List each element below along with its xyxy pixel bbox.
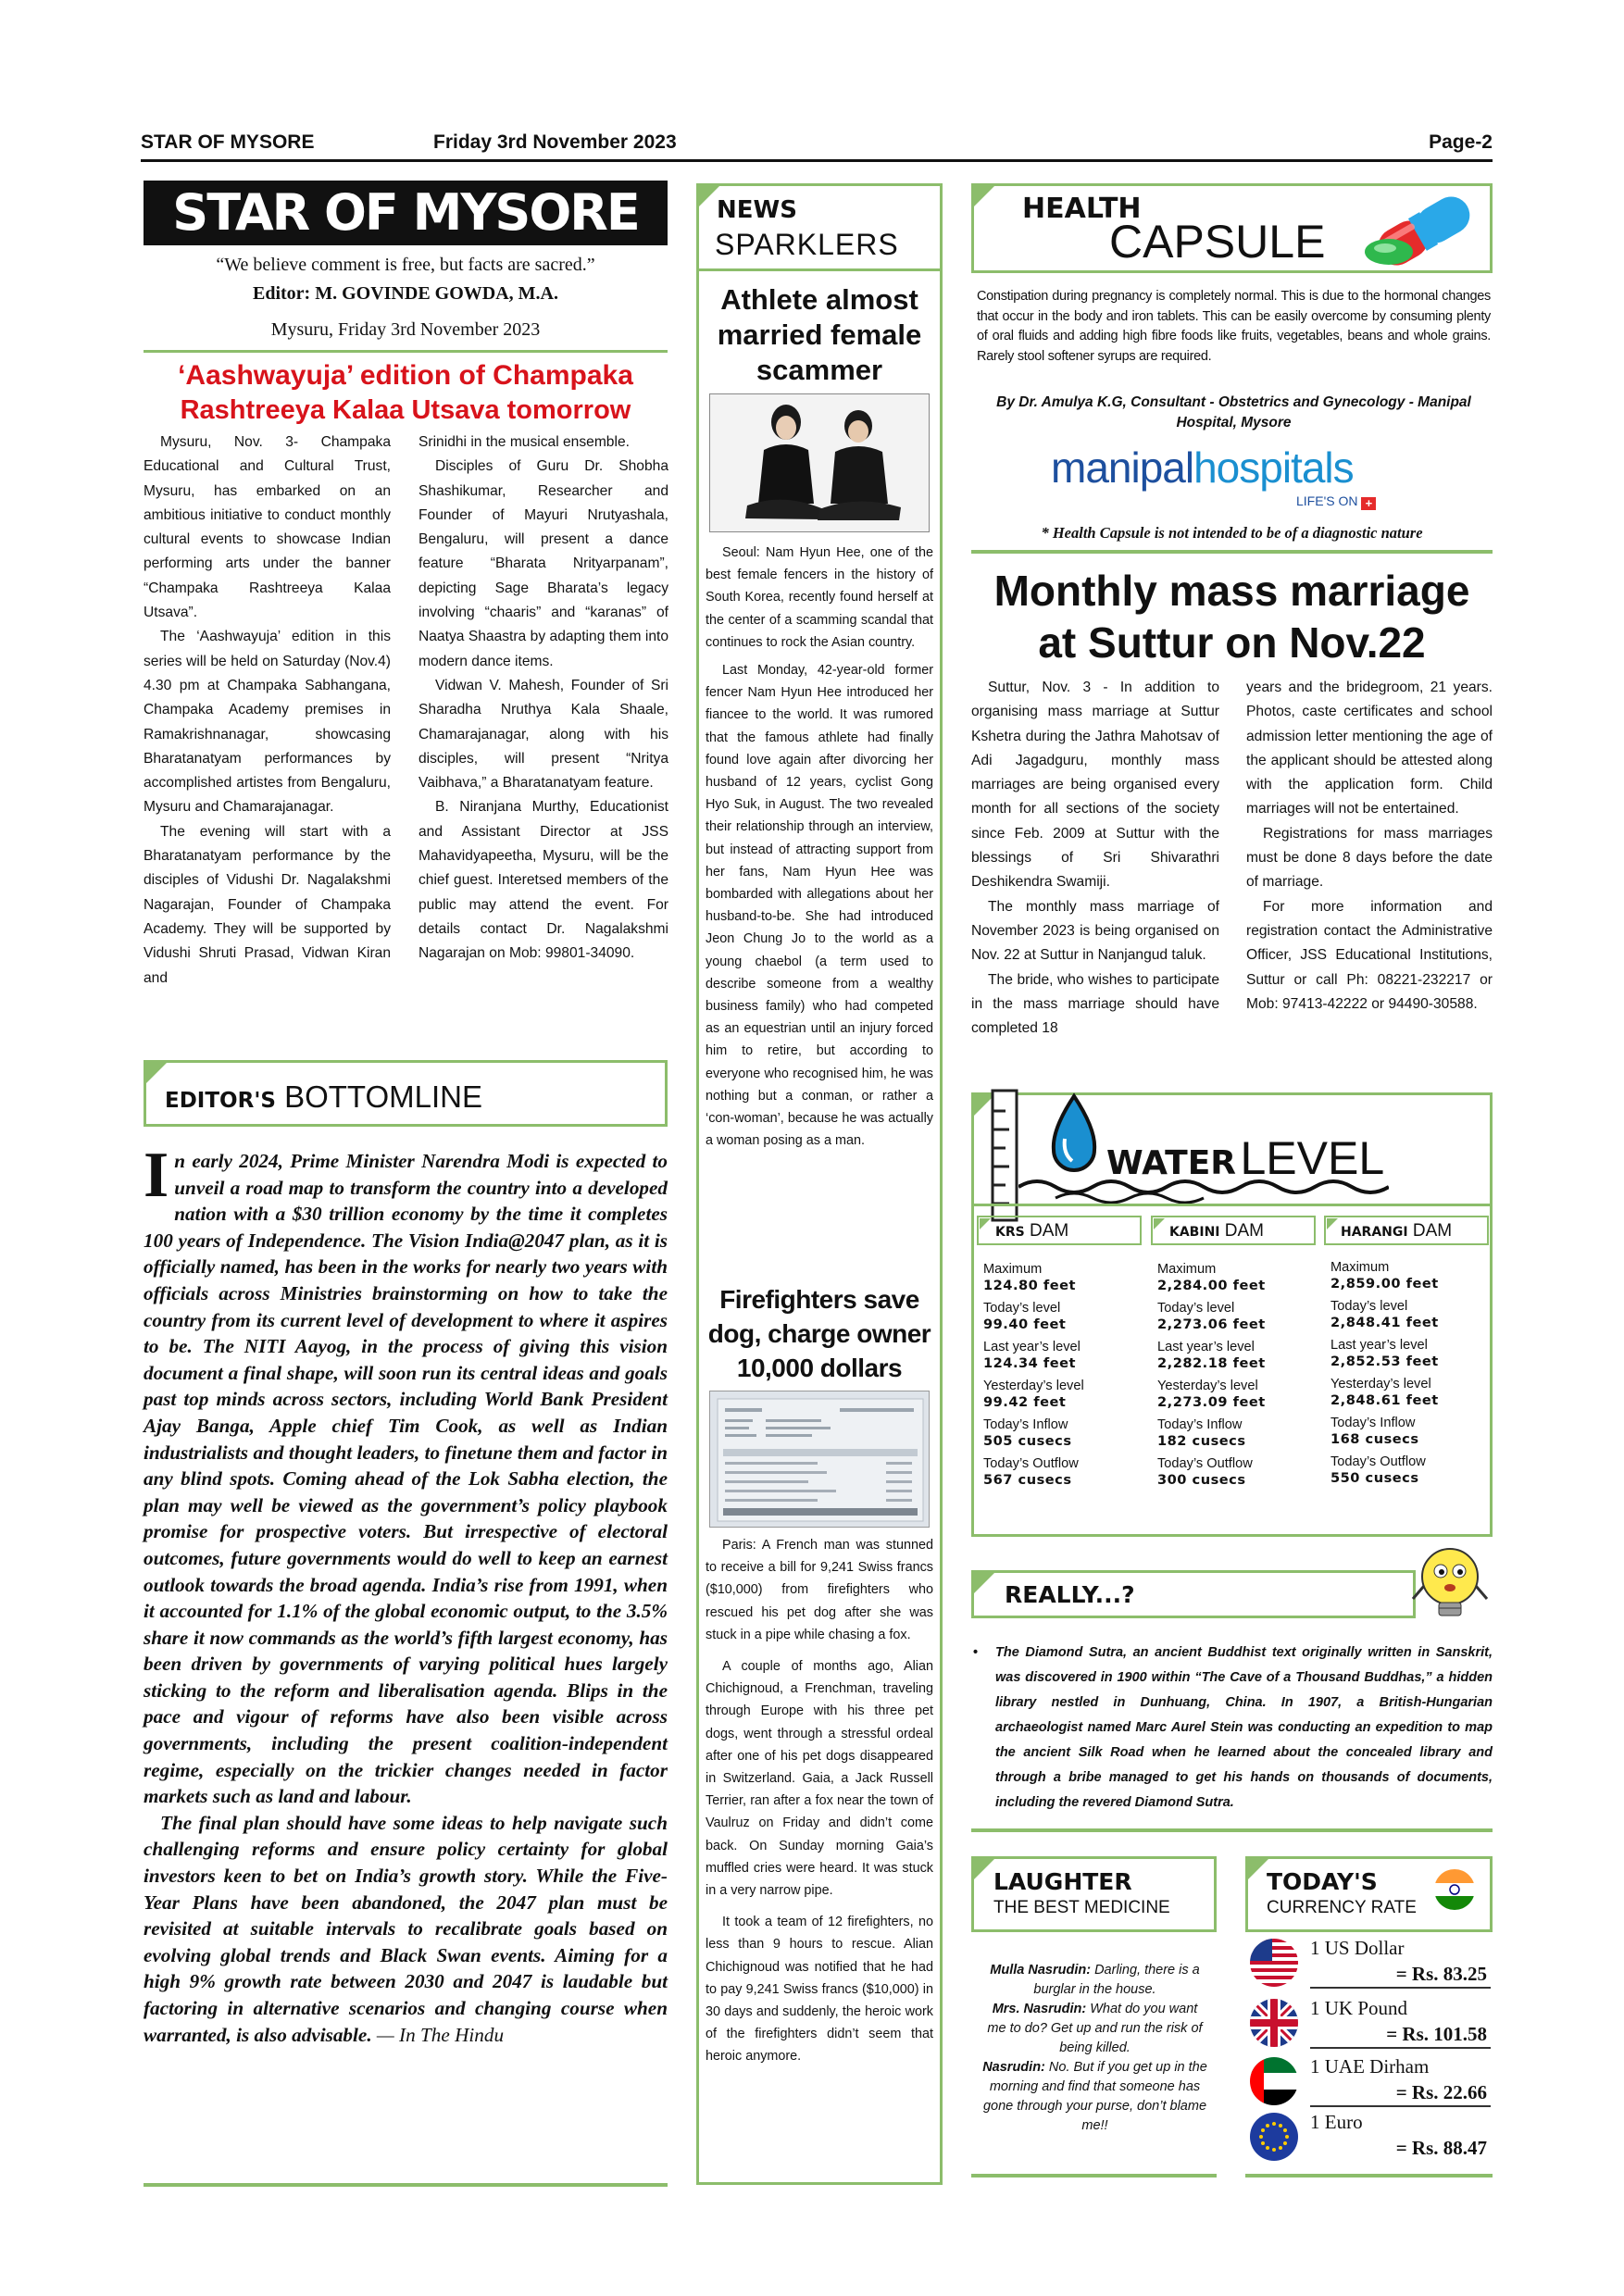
lead-paragraph: Mysuru, Nov. 3- Champaka Educational and Cultural Trust, Mysuru, has embarked on an ambitious initiative to conduct monthly cultural events to showcase Indian performing arts under the banner “Champaka Rashtreeya Kalaa Utsava”. [144,434,391,621]
lead-paragraph: Srinidhi in the musical ensemble. [418,434,630,450]
lead-story-col-1 [144,430,391,991]
dam-krs-values: Maximum 124.80 feet Today’s level 99.40 feet Last year’s level 124.34 feet Yesterday’s level 99.42 feet Today’s Inflow 505 cusecs Today’s Outflow 567 cusecs [983,1261,1145,1494]
drop-cap: I [144,1140,169,1211]
lead-paragraph: Vidwan V. Mahesh, Founder of Sri Sharadha Nruthya Kala Shaale, Chamarajanagar, along with his disciples, will present “Nritya Vaibhava,” a Bharatanatyam feature. [418,677,668,792]
dam-kabini-values: Maximum 2,284.00 feet Today’s level 2,273.06 feet Last year’s level 2,282.18 feet Yesterday’s level 2,273.09 feet Today’s Inflow 182 cusecs Today’s Outflow 300 cusecs [1157,1261,1319,1494]
marriage-col-2 [1246,676,1493,1017]
corner-flag-icon [980,1218,991,1229]
story-paragraph: Last Monday, 42-year-old former fencer Nam Hyun Hee introduced her fiancee to the world. It was rumored that the famous athlete had finally found love again after divorcing her husband of 12 years, cyclist Gong Hyo Suk, in August. The two revealed their relationship through an interview, but instead of attracting support from her fans, Nam Hyun Hee was bombarded with allegations about her husband-to-be. She had introduced Jeon Chung Jo to the world as a young chaebol (a term used to describe someone from a wealthy business family) who had competed as an equestrian until an injury forced him to retire, but according to everyone who recognised him, he was nothing but a conman, or rather a ‘con-woman’, because he was actually a woman posing as a man. [706,663,933,1149]
dam-value: 2,848.41 feet [1330,1315,1439,1330]
dam-value: 2,273.09 feet [1157,1394,1266,1410]
currency-value: = Rs. 83.25 [1395,1963,1487,1985]
corner-flag-icon [974,186,994,206]
dam-value: 2,282.18 feet [1157,1355,1266,1371]
marriage-paragraph: years and the bridegroom, 21 years. Photos, caste certificates and school admission letter mentioning the age of the applicant should be attested along with the application form. Child marriages will not be entertained. [1246,680,1493,817]
health-byline: By Dr. Amulya K.G, Consultant - Obstetrics and Gynecology - Manipal Hospital, Mysore [996,394,1471,430]
manipal-logo-part-b: hospitals [1193,443,1354,492]
currency-row-aed [1245,2053,1491,2109]
dam-name-kabini: KABINI DAM [1169,1221,1265,1241]
lead-headline-2: Rashtreeya Kalaa Utsava tomorrow [180,395,631,425]
story1-headline: Athlete almost married female scammer [717,283,922,386]
editorial-credit: — In The Hindu [371,2023,505,2046]
lead-paragraph: B. Niranjana Murthy, Educationist and Assistant Director at JSS Mahavidyapeetha, Mysuru, will be the chief guest. Interetsed members of the public may attend the event. For details contact Dr. Nagalakshmi Nagarajan on Mob: 99801-34090. [418,799,668,962]
currency-name: 1 UK Pound [1310,1997,1408,2019]
uk-flag-icon [1250,1999,1298,2047]
masthead-dateline: Mysuru, Friday 3rd November 2023 [270,319,541,340]
marriage-paragraph: Registrations for mass marriages must be done 8 days before the date of marriage. [1246,825,1493,891]
dam-name-krs: KRS DAM [995,1221,1069,1241]
editorial-label-text: BOTTOMLINE [284,1079,483,1114]
corner-flag-icon [974,1573,994,1593]
joke-line: Nasrudin: No. But if you get up in the morning and find that someone has gone through your purse, don’t blame me!! [982,2060,1207,2133]
bullet-icon: • [973,1645,979,1660]
us-flag-icon [1250,1939,1298,1987]
really-label: REALLY...? [1005,1581,1135,1608]
editorial-bottom-rule [144,2183,668,2187]
laughter-sub: THE BEST MEDICINE [993,1898,1170,1917]
currency-sub: CURRENCY RATE [1267,1898,1417,1917]
corner-flag-icon [1327,1218,1338,1229]
story-paragraph: It took a team of 12 firefighters, no less than 9 hours to rescue. Alian Chichignoud was notified that he had to pay 9,241 Swiss francs ($10,000) in 30 days and suddenly, the heroic work of the firefighters didn’t seem that heroic anymore. [706,1915,933,2065]
currency-underline [1310,2105,1491,2107]
fencers-photo [709,393,930,532]
dam-value: 2,848.61 feet [1330,1392,1439,1408]
header-date: Friday 3rd November 2023 [433,131,677,153]
currency-underline [1310,2047,1491,2049]
bill-document-image [710,1391,931,1529]
masthead-editor: Editor: M. GOVINDE GOWDA, M.A. [253,283,558,304]
marriage-paragraph: The bride, who wishes to participate in the mass marriage should have completed 18 [971,971,1219,1037]
health-label-bold: HEALTH [1022,193,1142,225]
dam-value: 99.40 feet [983,1316,1067,1332]
editorial-label [165,1079,482,1115]
corner-flag-icon [974,1859,994,1879]
joke-line: Mulla Nasrudin: Darling, there is a burglar in the house. [990,1963,1200,1997]
laughter-label: LAUGHTER [993,1868,1132,1895]
plus-icon: + [1361,497,1376,510]
sparklers-label-bold: NEWS [717,196,797,224]
lead-story-col-2 [418,430,668,967]
currency-label: TODAY'S [1267,1868,1378,1895]
currency-value: = Rs. 22.66 [1395,2081,1487,2103]
joke-line: Mrs. Nasrudin: What do you want me to do? Get up and run the risk of being killed. [987,2002,1203,2055]
dam-value: 124.34 feet [983,1355,1077,1371]
lead-paragraph: The evening will start with a Bharatanatyam performance by the disciples of Vidushi Dr. Nagalakshmi Nagarajan, Founder of Champaka Academy. They will be supported by Vidushi Shruti Prasad, Vidwan Kiran and [144,823,391,986]
currency-name: 1 Euro [1310,2111,1363,2133]
laughter-bottom-rule [971,2174,1217,2177]
corner-flag-icon [146,1063,167,1083]
capsule-pill-icon [1354,185,1493,278]
header-paper-name: STAR OF MYSORE [141,131,315,153]
page-header [141,131,1493,163]
fencers-photo-image [710,394,930,532]
dam-value: 2,852.53 feet [1330,1354,1439,1369]
dam-value: 124.80 feet [983,1278,1077,1293]
currency-value: = Rs. 88.47 [1395,2137,1487,2159]
currency-row-usd [1245,1935,1491,1990]
water-label-bold: WATER [1106,1144,1237,1182]
dam-value: 550 cusecs [1330,1470,1419,1486]
firefighter-bill-image [709,1391,930,1528]
dam-name-harangi: HARANGI DAM [1341,1221,1453,1241]
health-body: Constipation during pregnancy is completely normal. This is due to the hormonal changes that occur in the body and iron tablets. This can be easily overcome by consuming plenty of oral fluids and adding high fibre foods like fruits, vegetables, beans and whole grains. Rarely stool softener syrups are required. [977,289,1491,364]
currency-row-eur [1245,2109,1491,2165]
water-gauge-icon [981,1083,1111,1231]
dam-value: 168 cusecs [1330,1431,1419,1447]
lightbulb-cartoon-icon [1407,1541,1493,1629]
manipal-hospitals-logo [1051,443,1354,493]
editorial-paragraph: The final plan should have some ideas to help navigate such challenging reforms and ensure policy certainty for global investors keen to bet on India’s growth story. While the Five-Year Plans have been abandoned, the 2047 plan must be revisited at suitable intervals to recalibrate goals based on evolving global trends and Black Swan events. Aiming for a high 9% growth rate between 2030 and 2047 is laudable but factoring in alternative scenarios and changing course when warranted, is also advisable. — In The Hindu [144,1811,668,2046]
editorial-paragraph: In early 2024, Prime Minister Narendra Modi is expected to unveil a road map to transform the country into a developed nation with a $30 trillion economy by the time it completes 100 years of Independence. The Vision India@2047 plan, as it is officially named, has been in the works for nearly two years with officials across Ministries brainstorming on how to take the country from its current level of development to where it aspires to be. The NITI Aayog, in the process of giving this vision document a final shape, will soon run its central ideas and goals past top minds across sectors, including World Bank President Ajay Banga, Apple chief Tim Cook, as well as Indian industrialists and thought leaders, to finetune them and factor in any blind spots. Coming ahead of the Lok Sabha election, the plan may well be viewed as the government’s policy playbook promise for prospective voters. But irrespective of electoral outcomes, future governments would do well to keep an earnest outlook towards the broad agenda. India’s rise from 1991, when it accounted for 1.1% of the global economic output, to the 3.5% share it now commands as the world’s fifth largest economy, has been driven by governments of varying political hues largely sticking to the reform and liberalisation agenda. Blips in the pace and vigour of reforms have also been visible across governments, including the present coalition-independent regime, especially on the trickier changes needed in factor markets such as land and labour. [144,1140,668,1808]
masthead-motto: “We believe comment is free, but facts are sacred.” [216,255,595,275]
dam-value: 2,284.00 feet [1157,1278,1266,1293]
dam-value: 300 cusecs [1157,1472,1246,1488]
manipal-tagline: LIFE'S ON + [1296,493,1376,510]
dam-value: 2,273.06 feet [1157,1316,1266,1332]
currency-name: 1 US Dollar [1310,1937,1405,1959]
lead-headline-1: ‘Aashwayuja’ edition of Champaka [178,360,633,391]
dam-value: 99.42 feet [983,1394,1067,1410]
uae-flag-icon [1250,2057,1298,2105]
story2-body [706,1534,933,2068]
marriage-headline-2: at Suttur on Nov.22 [1038,618,1426,667]
water-level-rule [971,1204,1493,1206]
currency-bottom-rule [1245,2174,1493,2177]
dam-value: 2,859.00 feet [1330,1276,1439,1292]
story-paragraph: A couple of months ago, Alian Chichignoud, a Frenchman, traveling through Europe with his three pet dogs, went through a stressful ordeal after one of his pet dogs disappeared in Switzerland. Gaia, a Jack Russell Terrier, ran after a fox near the town of Vaulruz on Friday and didn’t come back. On Sunday morning Gaia’s muffled cries were heard. It was stuck in a very narrow pipe. [706,1659,933,1899]
currency-row-gbp [1245,1995,1491,2051]
header-rule [141,159,1493,162]
currency-underline [1310,1987,1491,1989]
dam-value: 505 cusecs [983,1433,1072,1449]
masthead-title: STAR OF MYSORE [144,181,668,245]
marriage-col-1 [971,676,1219,1041]
story1-body [706,542,933,1152]
health-bottom-rule [971,550,1493,554]
eu-flag-icon [1250,2113,1298,2161]
editorial-label-bold: EDITOR'S [165,1089,276,1113]
marriage-headline-1: Monthly mass marriage [993,567,1470,615]
corner-flag-icon [1248,1859,1268,1879]
manipal-logo-part-a: manipal [1051,443,1194,492]
masthead-rule [144,350,668,353]
india-flag-icon [1433,1868,1476,1911]
water-label-text: LEVEL [1240,1132,1385,1184]
marriage-paragraph: Suttur, Nov. 3 - In addition to organising mass marriage at Suttur Kshetra during the Jathra Mahotsav of Adi Jagadguru, monthly mass marriages are being organised every month for all sections of the society since Feb. 2009 at Suttur with the blessings of Sri Shivarathri Deshikendra Swamiji. [971,680,1219,891]
lead-paragraph: Disciples of Guru Dr. Shobha Shashikumar, Researcher and Founder of Mayuri Nrutyashala, Bengaluru, will present a dance feature “Bharata Nrityarpanam”, depicting Sage Bharata’s legacy involving “chaaris” and “karanas” of Naatya Shaastra by adapting them into modern dance items. [418,458,668,669]
laughter-body [981,1961,1208,2136]
header-page-number: Page-2 [1429,131,1493,153]
dam-value: 182 cusecs [1157,1433,1246,1449]
dam-harangi-values: Maximum 2,859.00 feet Today’s level 2,848.41 feet Last year’s level 2,852.53 feet Yesterday’s level 2,848.61 feet Today’s Inflow 168 cusecs Today’s Outflow 550 cusecs [1330,1259,1493,1492]
water-level-label [1106,1131,1384,1185]
sparklers-label: SPARKLERS [715,228,899,261]
story2-headline: Firefighters save dog, charge owner 10,000 dollars [707,1285,931,1382]
lead-paragraph: The ‘Aashwayuja’ edition in this series will be held on Saturday (Nov.4) 4.30 pm at Champaka Sabhangana, Champaka Academy premises in Ramakrishnanagar, showcasing Bharatanatyam performances by accomplished artistes from Bengaluru, Mysuru and Chamarajanagar. [144,629,391,816]
editorial-body [144,1140,668,2048]
story-paragraph: Seoul: Nam Hyun Hee, one of the best female fencers in the history of South Korea, recently found herself at the center of a scamming scandal that continues to rock the Asian country. [706,545,933,650]
currency-name: 1 UAE Dirham [1310,2055,1430,2078]
health-disclaimer: * Health Capsule is not intended to be of a diagnostic nature [1041,524,1423,542]
corner-flag-icon [1154,1218,1165,1229]
dam-value: 567 cusecs [983,1472,1072,1488]
health-label: CAPSULE [1109,216,1326,268]
currency-value: = Rs. 101.58 [1386,2023,1487,2045]
really-body: • The Diamond Sutra, an ancient Buddhist text originally written in Sanskrit, was discovered in 1900 within “The Cave of a Thousand Buddhas,” a hidden library nestled in Dunhuang, China. In 1907, a British-Hungarian archaeologist named Marc Aurel Stein was conducting an expedition to map the ancient Silk Road when he learned about the concealed library and through a bribe managed to get his hands on thousands of documents, including the revered Diamond Sutra. [971,1641,1493,1816]
really-bottom-rule [971,1828,1493,1832]
marriage-paragraph: For more information and registration contact the Administrative Officer, JSS Educational Institutions, Suttur or call Ph: 08221-232217 or Mob: 97413-42222 or 94490-30588. [1246,898,1493,1012]
sparklers-rule [696,268,943,271]
story-paragraph: Paris: A French man was stunned to receive a bill for 9,241 Swiss francs ($10,000) from firefighters who rescued his pet dog after she was stuck in a pipe while chasing a fox. [706,1538,933,1642]
marriage-paragraph: The monthly mass marriage of November 2023 is being organised on Nov. 22 at Suttur in Nanjangud taluk. [971,898,1219,964]
